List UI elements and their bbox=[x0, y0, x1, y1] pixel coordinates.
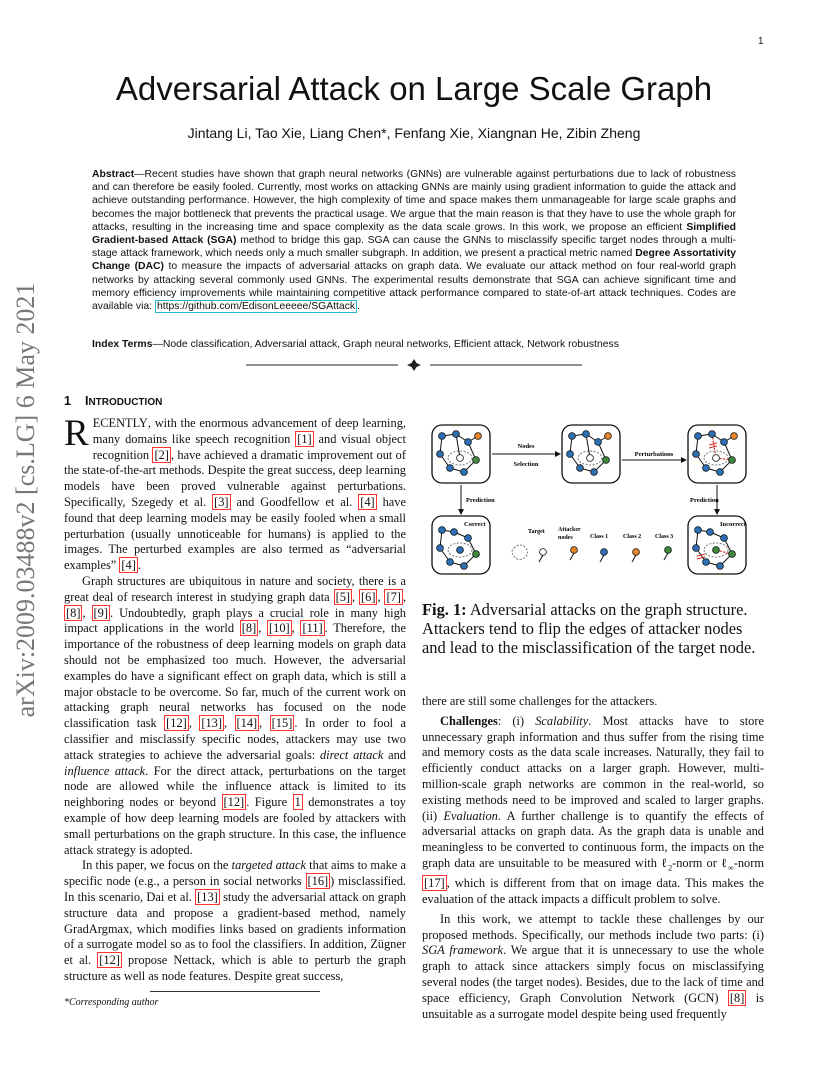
graph-panel-incorrect bbox=[688, 516, 747, 574]
code-link[interactable]: https://github.com/EdisonLeeeee/SGAttack bbox=[156, 301, 356, 313]
figure-link[interactable]: 1 bbox=[294, 795, 301, 810]
arxiv-stamp: arXiv:2009.03488v2 [cs.LG] 6 May 2021 bbox=[11, 282, 40, 718]
footnote-rule bbox=[150, 991, 320, 992]
citation-link[interactable]: [9] bbox=[93, 605, 108, 620]
citation-link[interactable]: [13] bbox=[197, 889, 218, 904]
abstract-label: Abstract bbox=[92, 169, 135, 180]
legend-class1: Class 1 bbox=[590, 534, 609, 540]
right-column bbox=[422, 694, 764, 1022]
diamond-ornament-icon bbox=[407, 359, 421, 371]
legend-attacker-nodes: nodes bbox=[558, 535, 573, 541]
abstract: Abstract—Recent studies have shown that graph neural networks (GNNs) are vulnerable against perturbations due to lack of robustness and can therefore be easily fooled. Currently, most works on attacking GNNs are mainly using gradient information to guide the attack and achieve outstanding performance. However, the high complexity of time and space makes them unmanageable for large scale graphs and becomes the major bottleneck that prevents the practical usage. We argue that the main reason is that they have to use the whole graph for attacks, resulting in the increasing time and space complexity as the data scale grows. In this work, we propose an efficient Simplified Gradient-based Attack (SGA) method to bridge this gap. SGA can cause the GNNs to misclassify specific target nodes through a multi-stage attack framework, which needs only a much smaller subgraph. In addition, we present a practical metric named Degree Assortativity Change (DAC) to measure the impacts of adversarial attacks on graph data. We evaluate our attack method on four real-world graph networks by attacking several commonly used GNNs. The experimental results demonstrate that SGA can achieve significant time and memory efficiency improvements while maintaining competitive attack performance compared to state-of-art attack techniques. Codes are available via: https://github.com/EdisonLeeeee/SGAttack . bbox=[92, 169, 736, 313]
label-selection: Selection bbox=[513, 461, 539, 468]
section-heading: 1 INTRODUCTION bbox=[64, 394, 163, 408]
citation-link[interactable]: [14] bbox=[236, 716, 258, 731]
figure-caption: Fig. 1: Adversarial attacks on the graph structure. Attackers tend to flip the edges of attacker nodes and lead to the misclassification of the target node. bbox=[422, 600, 756, 657]
legend-target: Target bbox=[528, 529, 545, 535]
caption-label: Fig. 1: bbox=[422, 600, 467, 619]
page-number: 1 bbox=[758, 36, 764, 47]
citation-link[interactable]: [8] bbox=[241, 621, 257, 636]
index-terms-label: Index Terms bbox=[92, 339, 153, 350]
citation-link[interactable]: [7] bbox=[386, 589, 401, 604]
citation-link[interactable]: [4] bbox=[121, 558, 136, 573]
figure-legend bbox=[512, 527, 673, 562]
footnote: *Corresponding author bbox=[64, 997, 159, 1008]
citation-link[interactable]: [8] bbox=[729, 990, 745, 1005]
citation-link[interactable]: [3] bbox=[214, 494, 229, 509]
graph-panel-selected bbox=[562, 425, 620, 483]
label-incorrect: Incorrect bbox=[720, 521, 746, 528]
paragraph: RECENTLY, with the enormous advancement of deep learning, many domains like speech recognition [1] and visual object recognition [2] , have achieved a dramatic improvement out of the state-of-the-art methods. Despite the great success, deep learning models have been proved vulnerable against perturbations. Specifically, Szegedy et al. [3] and Goodfellow et al. [4] have found that deep learning models may be easily fooled when a small perturbation (usually unnoticeable for humans) is applied to the images. The perturbed examples are also termed as “adversarial examples” [4] . bbox=[64, 413, 407, 573]
label-perturbations: Perturbations bbox=[634, 451, 674, 458]
paragraph: Challenges: (i) Scalability. Most attacks have to store unnecessary graph information and thus suffer from the rising time and memory costs as the data scale increases. Naturally, they fail to efficiently conduct attacks on a larger graph. However, multi-million-scale graph networks are common in the real-world, so existing methods need to be improved and scaled to larger graphs. (ii) Evaluation. A further challenge is to quantify the effects of adversarial attacks on graph data. As the graph data is unable and meaningless to be converted to continuous form, the impacts on the graph data are unsuitable to be measured with ℓ$_2$-norm or ℓ$_\infty$-norm [17] , which is different from that on image data. This makes the evaluation of the attack impacts a difficult problem to solve. bbox=[422, 713, 764, 907]
legend-class3: Class 3 bbox=[655, 534, 674, 540]
paper-title: Adversarial Attack on Large Scale Graph bbox=[115, 70, 713, 107]
citation-link[interactable]: [2] bbox=[154, 447, 169, 462]
label-nodes: Nodes bbox=[517, 443, 535, 450]
figure-1 bbox=[426, 420, 766, 582]
citation-link[interactable]: [8] bbox=[66, 605, 81, 620]
citation-link[interactable]: [1] bbox=[297, 431, 312, 446]
index-terms: Index Terms—Node classification, Adversarial attack, Graph neural networks, Efficient attack, Network robustness bbox=[92, 339, 619, 350]
citation-link[interactable]: [4] bbox=[360, 494, 375, 509]
citation-link[interactable]: [16] bbox=[307, 874, 329, 889]
graph-panel-original bbox=[432, 425, 490, 483]
citation-link[interactable]: [12] bbox=[166, 716, 187, 731]
citation-link[interactable]: [17] bbox=[424, 876, 445, 891]
label-prediction-right: Prediction bbox=[690, 497, 719, 504]
citation-link[interactable]: [5] bbox=[335, 589, 351, 604]
legend-class2: Class 2 bbox=[623, 534, 642, 540]
citation-link[interactable]: [13] bbox=[201, 716, 222, 731]
drop-cap: R bbox=[64, 413, 89, 454]
citation-link[interactable]: [11] bbox=[302, 621, 323, 636]
paragraph: Graph structures are ubiquitous in nature and society, there is a great deal of research interest in studying graph data [5] , [6] , [7] , [8] , [9] . Undoubtedly, graph plays a crucial role in many high impact applications in the world [8] , [10] , [11] . Therefore, the importance of the robustness of deep learning models on graph data should not be emphasized too much. However, the adversarial examples do have a significant effect on graph data, which is still a major obstacle to be overcome. So far, much of the current work on attacking graph neural networks has focused on the node classification task [12] , [13] , [14] , [15] . In order to fool a classifier and misclassify specific nodes, attackers may use two attack strategies to achieve the adversarial goals: direct attack and influence attack. For the direct attack, perturbations on the target node are allowed while the influence attack is limited to its neighboring nodes or beyond [12] . Figure 1 demonstrates a toy example of how deep learning models are fooled by attackers with small perturbations on the graph structure. In this case, the influence attack strategy is adopted. bbox=[64, 573, 407, 857]
label-prediction-left: Prediction bbox=[466, 497, 495, 504]
graph-panel-perturbed bbox=[688, 425, 746, 483]
citation-link[interactable]: [12] bbox=[99, 953, 120, 968]
label-correct: Correct bbox=[464, 521, 486, 528]
citation-link[interactable]: [15] bbox=[271, 716, 293, 731]
legend-attacker: Attacker bbox=[558, 527, 581, 533]
paragraph: there are still some challenges for the attackers. bbox=[422, 694, 658, 708]
citation-link[interactable]: [12] bbox=[223, 795, 245, 810]
author-list: Jintang Li, Tao Xie, Liang Chen*, Fenfang Xie, Xiangnan He, Zibin Zheng bbox=[187, 125, 641, 141]
paragraph: In this paper, we focus on the targeted attack that aims to make a specific node (e.g., a person in social networks [16] ) misclassified. In this scenario, Dai et al. [13] study the adversarial attack on graph structure data and propose a gradient-based method, namely GradArgmax, which modifies links based on gradients information of a surrogate model so as to fool the classifiers. In addition, Zügner et al. [12] propose Nettack, which is able to perturb the graph structure as well as node features. Despite great success, bbox=[64, 858, 407, 983]
citation-link[interactable]: [10] bbox=[269, 621, 290, 636]
paragraph: In this work, we attempt to tackle these challenges by our proposed methods. Specifically, our methods include two parts: (i) SGA framework. We argue that it is unnecessary to use the whole graph to attack since attackers simply focus on misclassifying several nodes (the target nodes). Besides, due to the lack of time and space efficiency, Graph Convolution Network (GCN) [8] is unsuitable as a surrogate model despite being used frequently bbox=[422, 911, 764, 1021]
graph-panel-correct bbox=[432, 516, 490, 574]
left-column bbox=[64, 413, 407, 985]
section-divider bbox=[246, 358, 582, 372]
citation-link[interactable]: [6] bbox=[361, 589, 376, 604]
